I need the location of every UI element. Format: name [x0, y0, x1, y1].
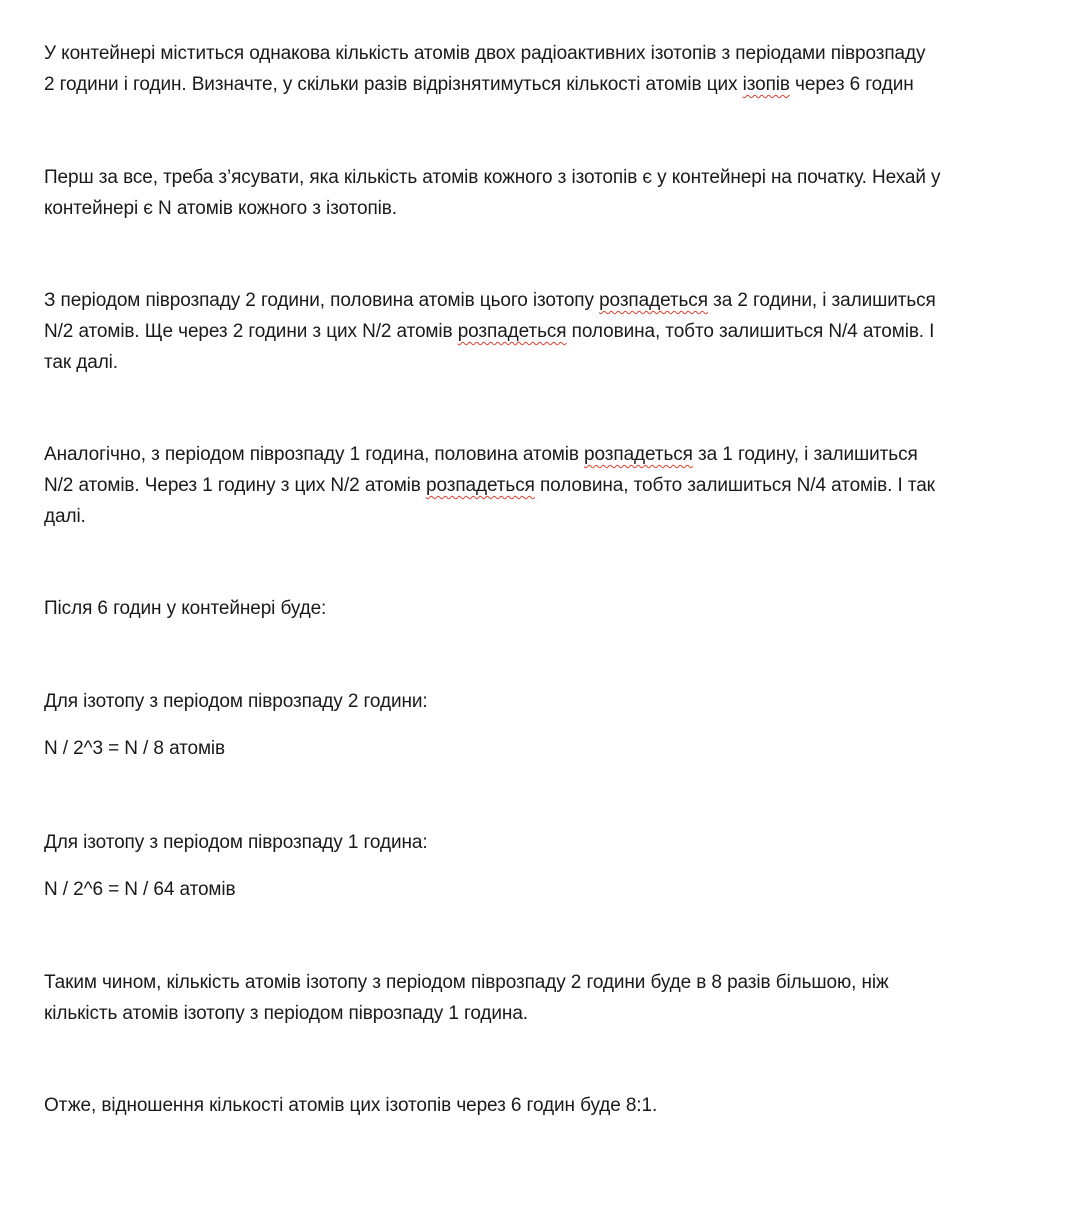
paragraph-conclusion — [44, 967, 1054, 1029]
paragraph-setup — [44, 162, 1054, 224]
p3-line-2a: N/2 атомів. Через 1 годину з цих N/2 атомів — [44, 475, 426, 496]
case-2-label: Для ізотопу з періодом піврозпаду 1 година: — [44, 832, 428, 853]
case-1-formula: N / 2^3 = N / 8 атомів — [44, 738, 226, 759]
problem-line-2a: 2 години і годин. Визначте, у скільки разів відрізнятимуться кількості атомів цих — [44, 74, 743, 95]
case-one-hour-formula — [44, 874, 1054, 905]
p3-line-3: далі. — [44, 506, 86, 527]
case-one-hour-label — [44, 827, 1054, 858]
case-two-hour-formula — [44, 733, 1054, 764]
misspelled-word[interactable]: ізопів — [742, 74, 790, 95]
misspelled-word[interactable]: розпадеться — [599, 290, 708, 311]
setup-line-1: Перш за все, треба з’ясувати, яка кількість атомів кожного з ізотопів є у контейнері на початку. Нехай у — [44, 167, 941, 188]
misspelled-word[interactable]: розпадеться — [584, 444, 693, 465]
problem-statement — [44, 38, 1054, 100]
problem-line-1: У контейнері міститься однакова кількість атомів двох радіоактивних ізотопів з періодами піврозпаду — [44, 43, 926, 64]
final-answer: Отже, відношення кількості атомів цих ізотопів через 6 годин буде 8:1. — [44, 1095, 658, 1116]
paragraph-final-answer — [44, 1090, 1054, 1121]
misspelled-word[interactable]: розпадеться — [457, 321, 567, 342]
paragraph-two-hour-isotope — [44, 285, 1054, 378]
misspelled-word[interactable]: розпадеться — [425, 475, 535, 496]
p3-line-1b: за 1 годину, і залишиться — [692, 444, 918, 465]
p3-line-1a: Аналогічно, з періодом піврозпаду 1 година, половина атомів — [44, 444, 585, 465]
setup-line-2: контейнері є N атомів кожного з ізотопів. — [44, 198, 397, 219]
p2-line-1b: за 2 години, і залишиться — [707, 290, 936, 311]
case-1-label: Для ізотопу з періодом піврозпаду 2 години: — [44, 691, 428, 712]
conclusion-line-1: Таким чином, кількість атомів ізотопу з періодом піврозпаду 2 години буде в 8 разів більшою, ніж — [44, 972, 889, 993]
p2-line-1a: З періодом піврозпаду 2 години, половина атомів цього ізотопу — [44, 290, 600, 311]
p3-line-2b: половина, тобто залишиться N/4 атомів. І так — [534, 475, 935, 496]
after-six-hours-text: Після 6 годин у контейнері буде: — [44, 598, 327, 619]
paragraph-after-six-hours — [44, 593, 1054, 624]
problem-line-2b: через 6 годин — [789, 74, 914, 95]
conclusion-line-2: кількість атомів ізотопу з періодом піврозпаду 1 година. — [44, 1003, 528, 1024]
p2-line-3: так далі. — [44, 352, 118, 373]
p2-line-2a: N/2 атомів. Ще через 2 години з цих N/2 атомів — [44, 321, 458, 342]
case-2-formula: N / 2^6 = N / 64 атомів — [44, 879, 236, 900]
p2-line-2b: половина, тобто залишиться N/4 атомів. І — [566, 321, 935, 342]
paragraph-one-hour-isotope — [44, 439, 1054, 532]
case-two-hour-label — [44, 686, 1054, 717]
